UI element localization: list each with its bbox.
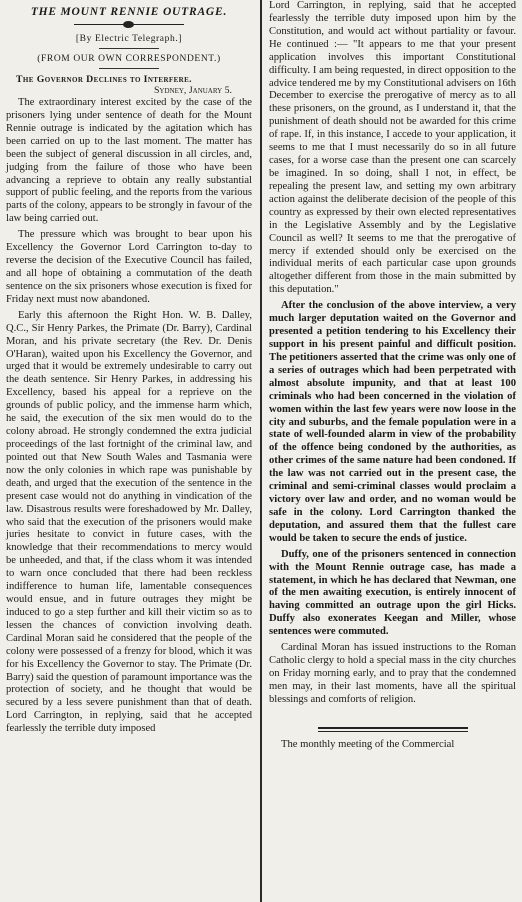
paragraph: Lord Carrington, in replying, said that he accepted fearlessly the terrible duty imposed upon him by the Constitution, and would act without partiality or favour. He continued :— "It appears to me that your present application involves this important Constitutional difficulty. I am being requested, in direct opposition to the advice tendered me by my Constitutional advisers on 16th December to exercise the prerogative of mercy as to all these prisoners, on the ground, as I understand it, that the punishment of death should not be awarded for this crime of rape. If, in this instance, I accede to your application, it seems to me that I must necessarily do so in all future cases, for a worse case than the present one can scarcely be imagined. In so doing, shall I not, in effect, be repealing the present law, and setting my own arbitrary action against the deliberate decision of the people of this country as expressed by their own elected representatives in the Legislative Assembly and by the Legislative Council as well? It seems to me that the prerogative of mercy if extended should only be exercised on the individual merits of each particular case upon grounds altogether different from those in the main submitted by this deputation." (269, 0, 516, 296)
paragraph: The extraordinary interest excited by the case of the prisoners lying under sentence of death for the Mount Rennie outrage is indicated by the agitation which has been carried on up to the last moment. The matter has been the subject of general discussion in all circles, and, judging from the failure of those who have been advancing a reprieve to obtain any really substantial support of public feeling, and the reports from the various parts of the colony, appears to be strongly in favour of the law being carried out. (6, 97, 252, 225)
paragraph: After the conclusion of the above interview, a very much larger deputation waited on the Governor and presented a petition tendering to his Excellency their support in his present painful and difficult position. The petitioners asserted that the crime was only one of a series of outrages which had been perpetrated with almost absolute impunity, and that at least 100 criminals who had been concerned in the violation of women within the last few years were now loose in the city and suburbs, and the female population were in a state of well-founded alarm in view of the probability of the offence being condoned by the authorities, as other crimes of the same nature had been condoned. If the law was not carried out in the present case, the criminal and semi-criminal classes would proclaim a victory over law and order, and no woman would be safe in the colony. Lord Carrington thanked the deputation, and assured them that the fullest care would be taken to secure the ends of justice. (269, 300, 516, 544)
column-rule (260, 0, 262, 902)
dateline: Sydney, January 5. (153, 85, 232, 96)
left-column (0, 0, 260, 902)
right-column (263, 0, 522, 902)
correspondent-line: (FROM OUR OWN CORRESPONDENT.) (37, 54, 221, 64)
short-rule (99, 48, 159, 49)
next-article-start: The monthly meeting of the Commercial (281, 738, 455, 750)
paragraph: The pressure which was brought to bear upon his Excellency the Governor Lord Carrington to-day to reverse the decision of the Executive Council has failed, and all hope of obtaining a commutation of the death sentence on the six prisoners whose execution is fixed for Friday next must now abandoned. (6, 229, 252, 305)
article-divider (318, 727, 468, 733)
paragraph: Early this afternoon the Right Hon. W. B. Dalley, Q.C., Sir Henry Parkes, the Primate (Dr. Barry), Cardinal Moran, and his private secretary (the Rev. Dr. Denis O'Haran), waited upon his Excellency the Governor, and urged that it would be extremely undesirable to carry out the death sentence. Sir Henry Parkes, in addressing his Excellency, based his appeal for a reprieve on the grounds of public policy, and the immense harm which, he said, the execution of the six men would do to the colony abroad. He strongly condemned the extra judicial proceedings of the last fortnight of the criminal law, and pointed out that New South Wales and Tasmania were now the only colonies in which rape was punishable by death, and urged that the execution of the sentence in the present case would not do anything in vindication of the law. Disastrous results were foreshadowed by Mr. Dalley, who said that the execution of the prisoners would make juries hesitate to convict in future cases, with the knowledge that their recommendations to mercy would be unheeded, and that, if the class whom it was intended to warn once concluded that there had been reckless indifference to human life, lamentable consequences would ensue, and in future outrages they might be induced to go a step further and kill their victim so as to lessen the chances of conviction involving death. Cardinal Moran said he considered that the people of the colony were possessed of a frenzy for blood, which it was for his Excellency the Governor to stay. The Primate (Dr. Barry) said the question of paramount importance was the protection of society, and he thought that would be secured by a less severe punishment than that of death. Lord Carrington, in replying, said that he accepted fearlessly the terrible duty imposed (6, 309, 252, 735)
article-headline: THE MOUNT RENNIE OUTRAGE. (30, 6, 228, 18)
paragraph: Cardinal Moran has issued instructions to the Roman Catholic clergy to hold a special mass in the city churches on Friday morning early, and to pray that the condemned men may, in their last moments, have all the spiritual blessings and comforts of religion. (269, 642, 516, 705)
byline: [By Electric Telegraph.] (75, 34, 183, 44)
subhead: The Governor Declines to Interfere. (16, 74, 193, 85)
paragraph: Duffy, one of the prisoners sentenced in connection with the Mount Rennie outrage case, has made a statement, in which he has declared that Newman, one of the men awaiting execution, is entirely innocent of having committed an outrage upon the girl Hicks. Duffy also exonerates Keegan and Miller, whose sentences were commuted. (269, 548, 516, 638)
ornamental-rule (74, 20, 184, 29)
short-rule (99, 68, 159, 69)
